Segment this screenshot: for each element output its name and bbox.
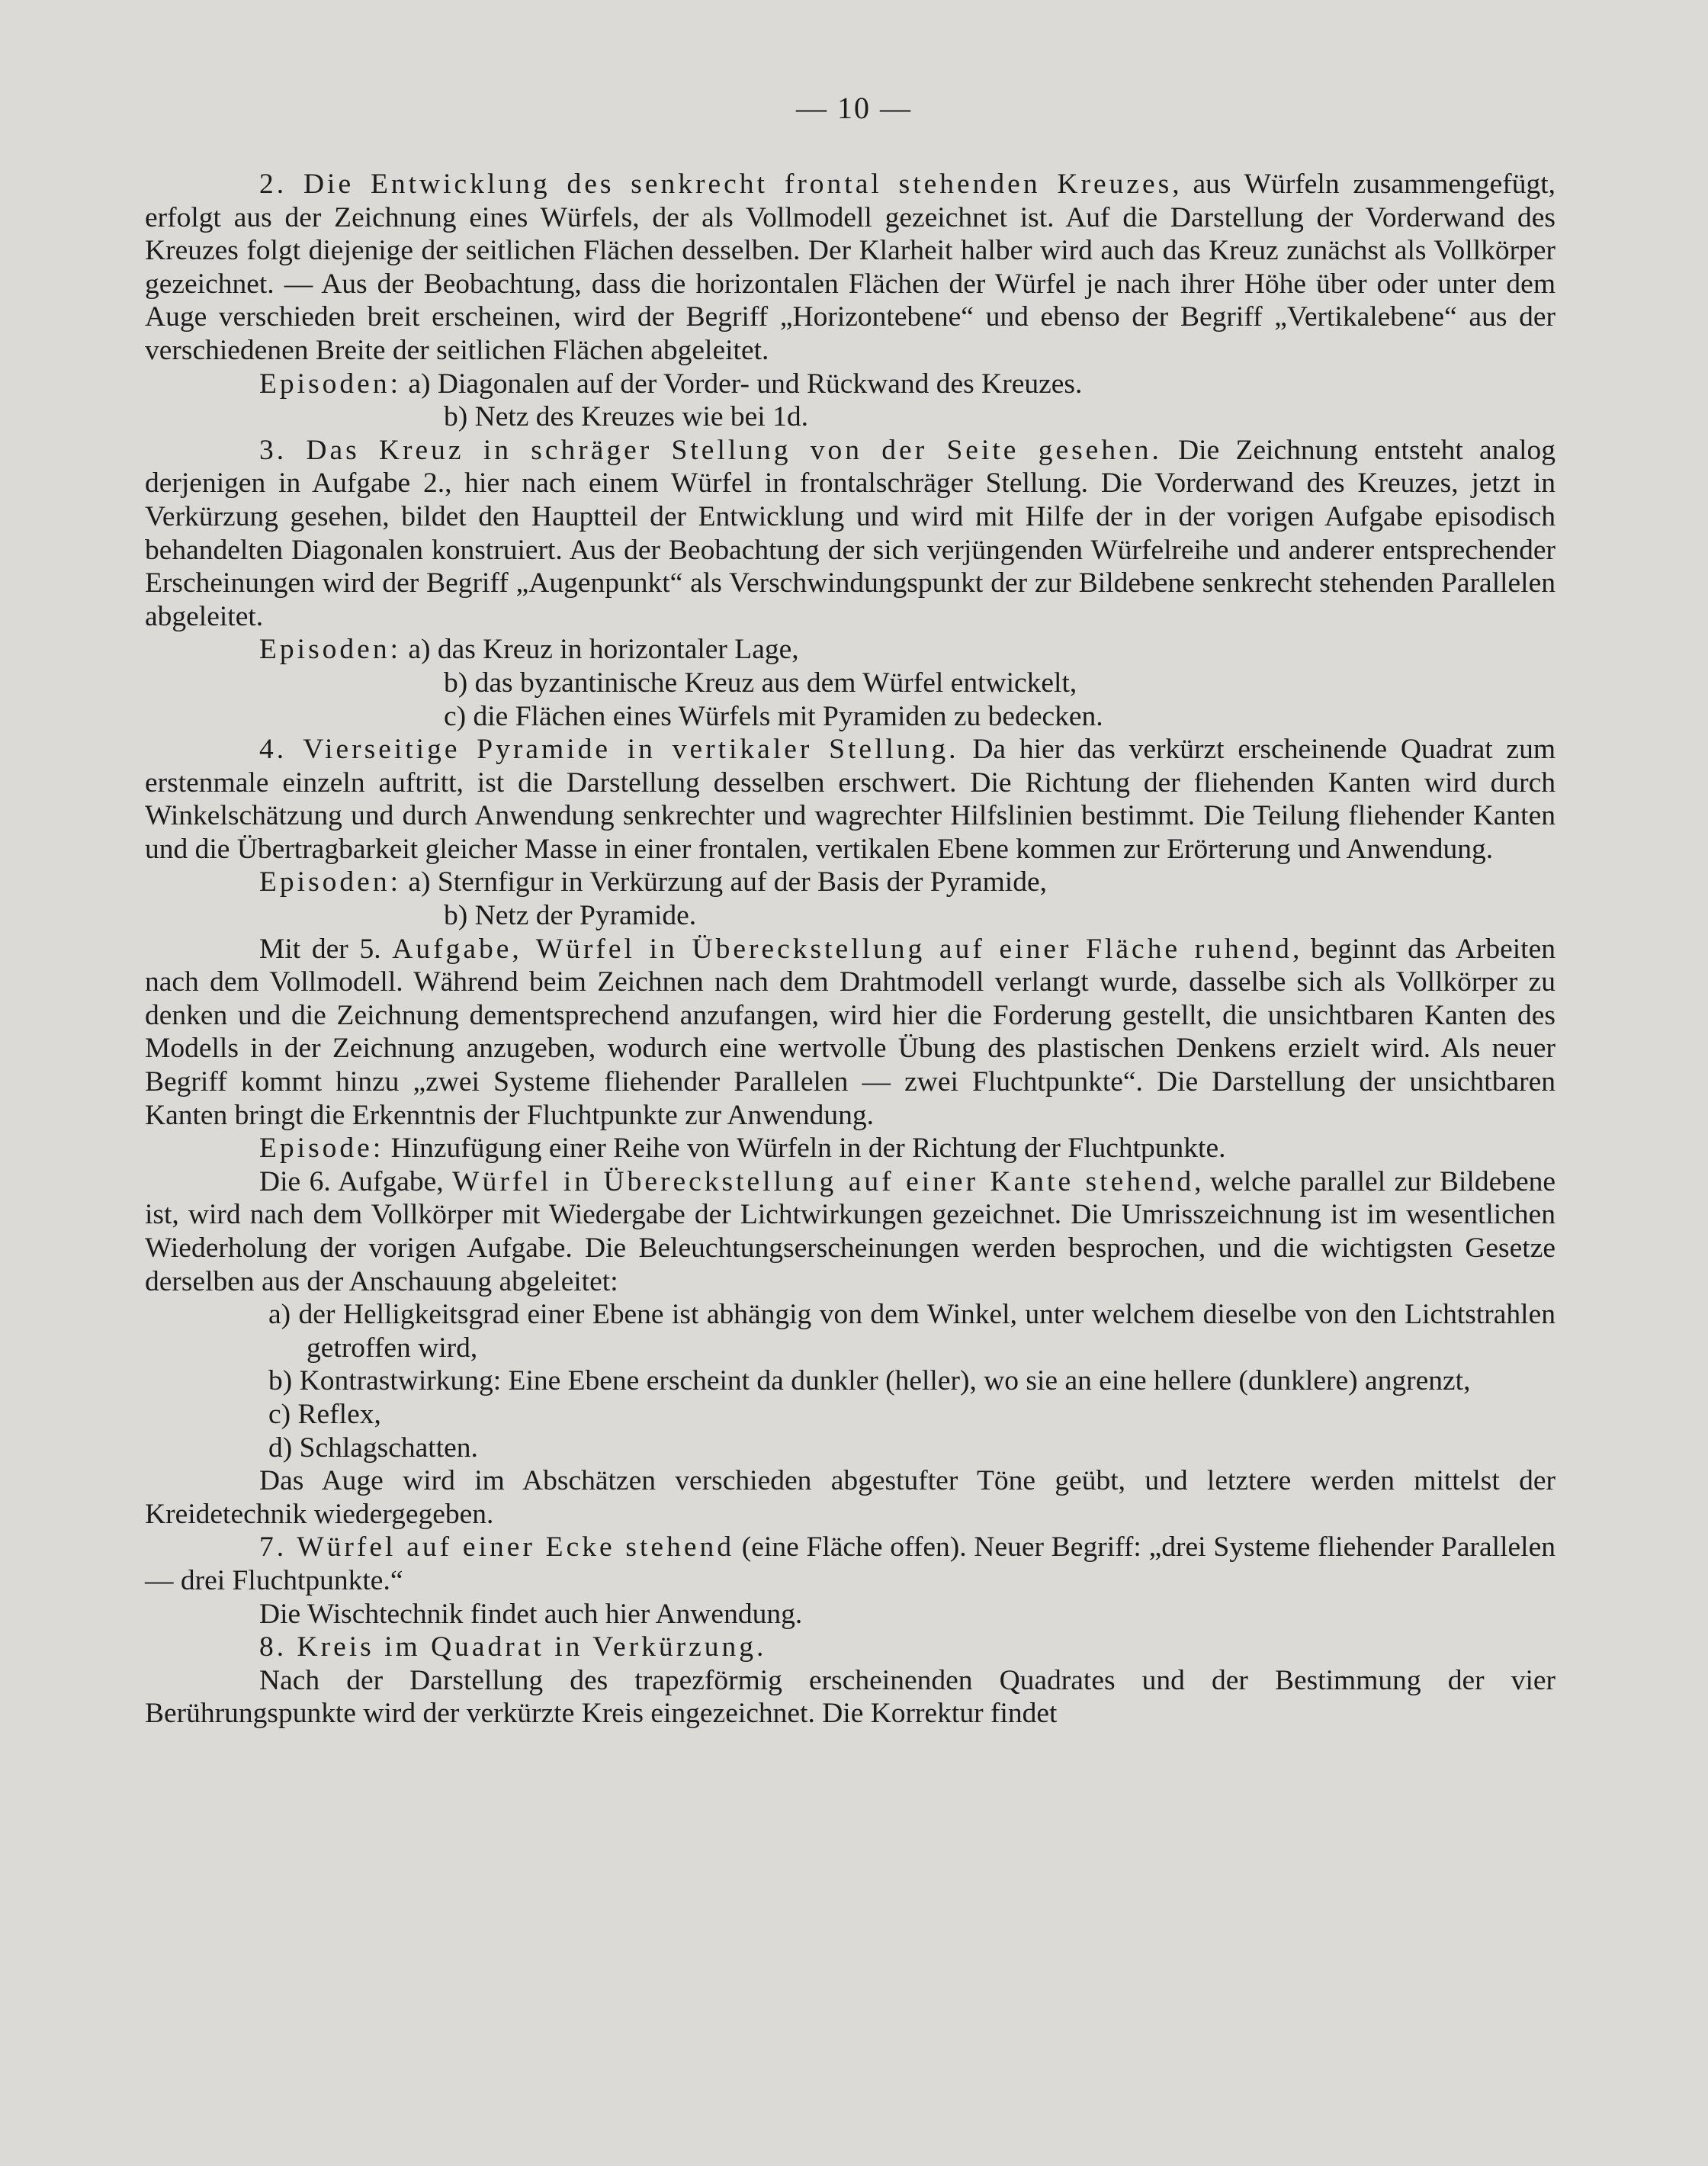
paragraph-task-4 (145, 733, 1556, 866)
task-6-closing: Das Auge wird im Abschätzen verschieden abgestufter Töne geübt, und letztere werden mittelst der Kreidetechnik wiedergegeben. (145, 1465, 1556, 1530)
task-8-heading-line (145, 1631, 1556, 1664)
task-4-text: Da hier das verkürzt erscheinende Quadrat zum erstenmale einzeln auftritt, ist die Darstellung desselben erschwert. Die Richtung der fliehenden Kanten wird durch Winkelschätzung und durch Anwendung senkrechter und wagrechter Hilfslinien bestimmt. Die Teilung fliehender Kanten und die Übertragbarkeit gleicher Masse in einer frontalen, vertikalen Ebene kommen zur Erörterung und Anwendung. (145, 734, 1556, 865)
paragraph-task-3 (145, 434, 1556, 634)
task-6-item-c: c) Reflex, (268, 1398, 381, 1430)
task-2-episode-b: b) Netz des Kreuzes wie bei 1d. (444, 401, 808, 433)
task-6-item-d: d) Schlagschatten. (268, 1432, 478, 1464)
paragraph-task-5: Mit der 5. Aufgabe, Würfel in Übereckstellung auf einer Fläche ruhend, beginnt das Arbeiten nach dem Vollmodell. Während beim Zeichnen nach dem Drahtmodell verlangt wurde, dasselbe sich als Vollkörper zu denken und die Zeichnung dementsprechend anzufangen, wird hier die Forderung gestellt, die unsichtbaren Kanten des Modells in der Zeichnung anzugeben, wodurch eine wertvolle Übung des plastischen Denkens erzielt wird. Als neuer Begriff kommt hinzu „zwei Systeme fliehender Parallelen — zwei Fluchtpunkte“. Die Darstellung der unsichtbaren Kanten bringt die Erkenntnis der Fluchtpunkte zur Anwendung. (145, 933, 1556, 1131)
task-3-episode-b: b) das byzantinische Kreuz aus dem Würfel entwickelt, (444, 667, 1077, 699)
task-8-heading: 8. Kreis im Quadrat in Verkürzung. (259, 1631, 767, 1663)
task-7-text: (eine Fläche offen). Neuer Begriff: „drei Systeme fliehender Parallelen — drei Fluchtpunkte.“ (145, 1531, 1556, 1596)
page-body (145, 168, 1556, 1731)
task-3-text: Die Zeichnung entsteht analog derjenigen in Aufgabe 2., hier nach einem Würfel in frontalschräger Stellung. Die Vorderwand des Kreuzes, jetzt in Verkürzung gesehen, bildet den Hauptteil der Entwicklung und wird mit Hilfe der in der vorigen Aufgabe episodisch behandelten Diagonalen konstruiert. Aus der Beobachtung der sich verjüngenden Würfelreihe und anderer entsprechender Erscheinungen wird der Begriff „Augenpunkt“ als Verschwindungspunkt der zur Bildebene senkrecht stehenden Parallelen abgeleitet. (145, 434, 1556, 632)
task-7-note: Die Wischtechnik findet auch hier Anwendung. (259, 1598, 803, 1630)
page-number: — 10 — (796, 91, 912, 125)
task-5-episode: Episode: Hinzufügung einer Reihe von Würfeln in der Richtung der Fluchtpunkte. (259, 1133, 1226, 1165)
paragraph-task-7 (145, 1531, 1556, 1597)
task-3-episode-c: c) die Flächen eines Würfels mit Pyramiden zu bedecken. (444, 700, 1103, 732)
task-4-episode-b: b) Netz der Pyramide. (444, 900, 697, 932)
task-5-heading: Aufgabe, Würfel in Übereckstellung auf einer Fläche ruhend (392, 933, 1292, 965)
task-2-text: , aus Würfeln zusammengefügt, erfolgt aus der Zeichnung eines Würfels, der als Vollmodell gezeichnet ist. Auf die Darstellung der Vorderwand des Kreuzes folgt diejenige der seitlichen Flächen desselben. Der Klarheit halber wird auch das Kreuz zunächst als Vollkörper gezeichnet. — Aus der Beobachtung, dass die horizontalen Flächen der Würfel je nach ihrer Höhe über oder unter dem Auge verschieden breit erscheinen, wird der Begriff „Horizontebene“ und ebenso der Begriff „Vertikalebene“ aus der verschiedenen Breite der seitlichen Flächen abgeleitet. (145, 169, 1556, 366)
task-6-item-b: b) Kontrastwirkung: Eine Ebene erscheint da dunkler (heller), wo sie an eine hellere (dunklere) angrenzt, (268, 1365, 1471, 1397)
task-7-heading: 7. Würfel auf einer Ecke stehend (259, 1531, 734, 1563)
task-4-heading: 4. Vierseitige Pyramide in vertikaler Stellung. (259, 734, 959, 766)
task-6-heading: Würfel in Übereckstellung auf einer Kante stehend (452, 1165, 1195, 1197)
task-3-episode-a: Episoden: a) das Kreuz in horizontaler Lage, (259, 634, 799, 666)
task-2-episode-a: Episoden: a) Diagonalen auf der Vorder- und Rückwand des Kreuzes. (259, 368, 1083, 400)
paragraph-task-6: Die 6. Aufgabe, Würfel in Übereckstellung auf einer Kante stehend, welche parallel zur Bildebene ist, wird nach dem Vollkörper mit Wiedergabe der Lichtwirkungen gezeichnet. Die Umrisszeichnung ist im wesentlichen Wiederholung der vorigen Aufgabe. Die Beleuchtungserscheinungen werden besprochen, und die wichtigsten Gesetze derselben aus der Anschauung abgeleitet: (145, 1165, 1556, 1297)
task-6-item-a: a) der Helligkeitsgrad einer Ebene ist abhängig von dem Winkel, unter welchem dieselbe von den Lichtstrahlen getroffen wird, (268, 1299, 1556, 1364)
task-4-episode-a: Episoden: a) Sternfigur in Verkürzung auf der Basis der Pyramide, (259, 866, 1047, 898)
task-6-text: , welche parallel zur Bildebene ist, wird nach dem Vollkörper mit Wiedergabe der Lichtwirkungen gezeichnet. Die Umrisszeichnung ist im wesentlichen Wiederholung der vorigen Aufgabe. Die Beleuchtungserscheinungen werden besprochen, und die wichtigsten Gesetze derselben aus der Anschauung abgeleitet: (145, 1165, 1556, 1297)
task-5-text: , beginnt das Arbeiten nach dem Vollmodell. Während beim Zeichnen nach dem Drahtmodell verlangt wurde, dasselbe sich als Vollkörper zu denken und die Zeichnung dementsprechend anzufangen, wird hier die Forderung gestellt, die unsichtbaren Kanten des Modells in der Zeichnung anzugeben, wodurch eine wertvolle Übung des plastischen Denkens erzielt wird. Als neuer Begriff kommt hinzu „zwei Systeme fliehender Parallelen — zwei Fluchtpunkte“. Die Darstellung der unsichtbaren Kanten bringt die Erkenntnis der Fluchtpunkte zur Anwendung. (145, 933, 1556, 1131)
paragraph-task-8: Nach der Darstellung des trapezförmig erscheinenden Quadrates und der Bestimmung der vier Berührungspunkte wird der verkürzte Kreis eingezeichnet. Die Korrektur findet (145, 1664, 1556, 1730)
task-2-heading: 2. Die Entwicklung des senkrecht frontal stehenden Kreuzes (259, 169, 1173, 200)
task-3-heading: 3. Das Kreuz in schräger Stellung von der Seite gesehen. (259, 434, 1162, 466)
paragraph-task-2 (145, 168, 1556, 368)
